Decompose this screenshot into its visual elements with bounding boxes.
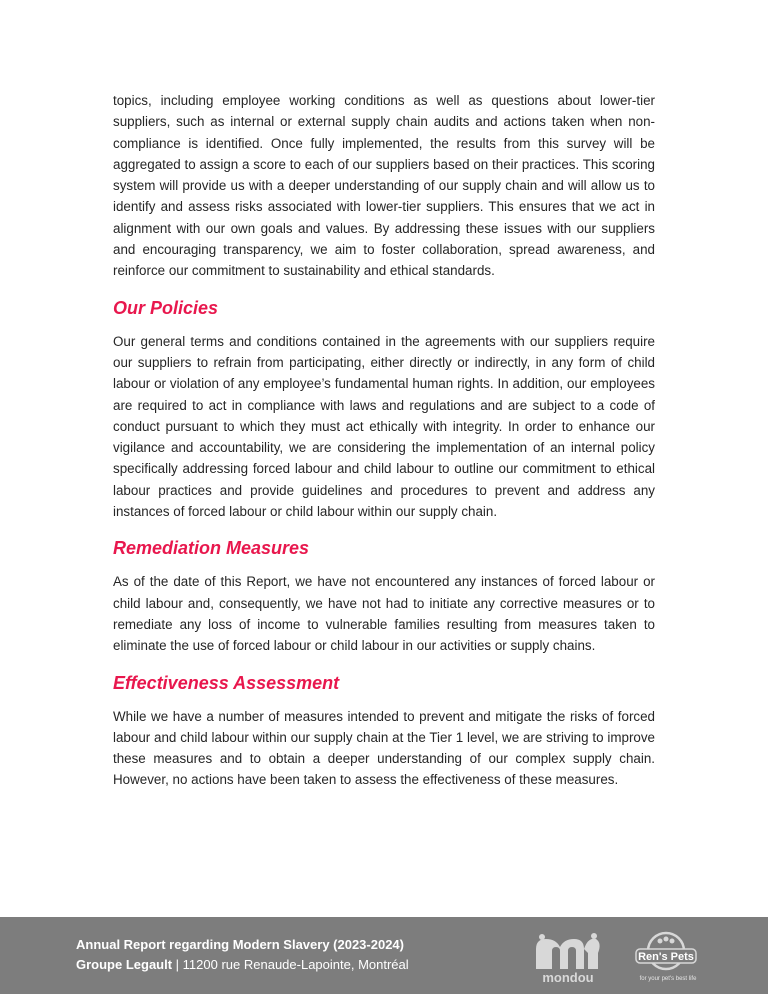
- footer-company: Groupe Legault: [76, 957, 173, 972]
- footer-address-line: [76, 955, 409, 975]
- rens-pets-logo-icon: [630, 929, 702, 985]
- section-text-remediation: As of the date of this Report, we have not encountered any instances of forced labour or child labour and, consequently, we have not had to initiate any corrective measures or to remediate any loss of income to vulnerable families resulting from measures taken to eliminate the use of forced labour or child labour in our activities or supply chains.: [113, 574, 655, 654]
- mondou-logo-icon: [532, 929, 604, 985]
- page-footer: [0, 917, 768, 994]
- rens-pets-tagline: for your pet's best life: [639, 976, 697, 982]
- rens-pets-logo-text: Ren's Pets: [638, 951, 694, 963]
- footer-address: 11200 rue Renaude-Lapointe, Montréal: [182, 957, 409, 972]
- mondou-logo-text: mondou: [542, 970, 594, 985]
- footer-report-title: Annual Report regarding Modern Slavery (2023-2024): [76, 937, 404, 952]
- section-heading-effectiveness: Effectiveness Assessment: [113, 672, 340, 693]
- section-heading-policies: Our Policies: [113, 297, 219, 318]
- footer-separator: |: [172, 957, 183, 972]
- footer-info: [76, 935, 409, 975]
- intro-paragraph: topics, including employee working conditions as well as questions about lower-tier suppliers, such as internal or external supply chain audits and actions taken when non-compliance is identified. Once fully implemented, the results from this survey will be aggregated to assign a score to each of our suppliers based on their practices. This scoring system will provide us with a deeper understanding of our supply chain and will allow us to identify and assess risks associated with lower-tier suppliers. This ensures that we act in alignment with our own goals and values. By addressing these issues with our suppliers and encouraging transparency, we aim to foster collaboration, spread awareness, and reinforce our commitment to sustainability and ethical standards.: [113, 93, 655, 279]
- section-text-policies: Our general terms and conditions contained in the agreements with our suppliers require our suppliers to refrain from participating, either directly or indirectly, in any form of child labour or violation of any employee’s fundamental human rights. In addition, our employees are required to act in compliance with laws and regulations and are subject to a code of conduct pursuant to which they must act ethically with integrity. In order to enhance our vigilance and accountability, we are considering the implementation of an internal policy specifically addressing forced labour and child labour to outline our commitment to ethical labour practices and provide guidelines and procedures to prevent and address any instances of forced labour or child labour within our supply chain.: [113, 333, 655, 520]
- section-text-effectiveness: While we have a number of measures intended to prevent and mitigate the risks of forced labour and child labour within our supply chain at the Tier 1 level, we are striving to improve these measures and to obtain a deeper understanding of our complex supply chain. However, no actions have been taken to assess the effectiveness of these measures.: [113, 708, 655, 788]
- section-heading-remediation: Remediation Measures: [113, 538, 310, 559]
- document-body: [113, 90, 655, 791]
